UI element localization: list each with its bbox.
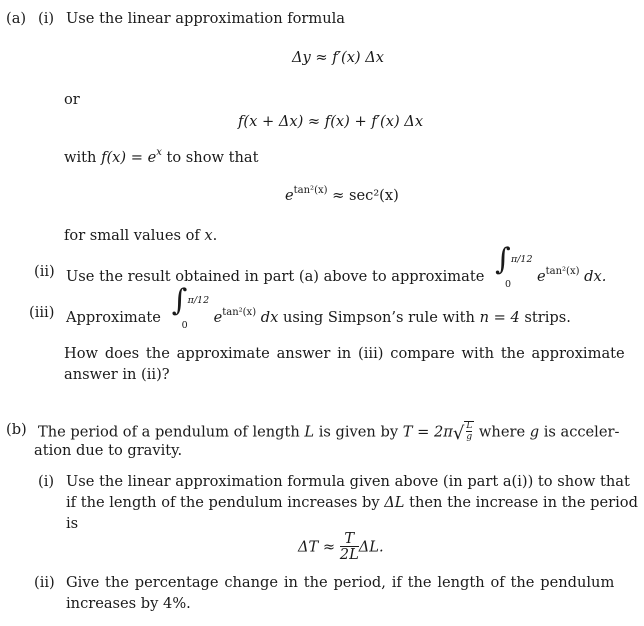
part-a-iii-after: using Simpson’s rule with (278, 309, 480, 326)
integral-ii-upper: π/12 (510, 254, 533, 265)
part-b-label: (b) (6, 421, 27, 438)
part-b-i-label: (i) (38, 473, 55, 490)
part-a-label: (a) (6, 10, 27, 27)
with-prefix: with (64, 149, 102, 166)
part-a-ii-line (66, 242, 607, 290)
integrand-ii-base: e (536, 268, 546, 285)
integral-ii-lower: 0 (504, 279, 512, 290)
sqrt-fraction (466, 421, 472, 442)
part-b-ii-label: (ii) (34, 574, 55, 591)
dT-frac-rest: ΔL. (358, 538, 384, 556)
part-b-intro-after: is acceler- (539, 423, 620, 441)
result-formula (285, 187, 399, 207)
sqrt-den: g (466, 432, 473, 442)
small-values-var: x (204, 227, 213, 244)
or-text: or (64, 91, 80, 108)
part-b-i-line3: is (66, 515, 79, 532)
integrand-iii-base: e (213, 309, 223, 326)
result-rest: ≈ sec²(x) (327, 187, 399, 204)
part-a-iii-strips: strips. (519, 309, 571, 326)
part-b-intro-where: where (474, 423, 530, 441)
with-func-sup: x (156, 147, 162, 158)
part-a-iii-line (66, 283, 571, 331)
formula-delta-y: Δy ≈ f′(x) Δx (292, 49, 385, 66)
part-b-ii-line2: increases by 4%. (66, 595, 191, 612)
dT-frac-den: 2L (339, 546, 359, 563)
dT-fraction (340, 531, 359, 562)
part-b-ii-line1: Give the percentage change in the period, if the length of the pendulum (66, 574, 615, 591)
dT-frac-num: T (344, 530, 355, 547)
sqrt-body (464, 421, 474, 443)
part-b-i-line2 (66, 494, 638, 512)
dT-formula (298, 532, 384, 563)
integral-ii (489, 242, 533, 290)
result-base: e (285, 187, 294, 204)
integral-sign-icon: ∫ (494, 242, 511, 277)
integral-sign-icon: ∫ (171, 283, 188, 318)
result-sup: tan²(x) (293, 185, 328, 196)
part-b-i-line1: Use the linear approximation formula given above (in part a(i)) to show that (66, 473, 630, 490)
integral-iii-upper: π/12 (187, 295, 210, 306)
part-a-iii-before: Approximate (66, 309, 161, 326)
part-b-intro (38, 421, 619, 443)
part-b-i-line2-before: if the length of the pendulum increases by (66, 494, 385, 511)
with-func: f(x) = e (101, 149, 157, 166)
integrand-iii-dx: dx (256, 309, 279, 326)
part-a-ii-text: Use the result obtained in part (a) above to approximate (66, 268, 485, 285)
question-line-1: How does the approximate answer in (iii) compare with the approximate (64, 345, 625, 362)
sqrt-icon: √ (452, 422, 465, 444)
part-a-ii-label: (ii) (34, 263, 55, 280)
dT-lhs: ΔT ≈ (298, 538, 340, 556)
part-b-i-line2-after: then the increase in the period (404, 494, 638, 511)
small-values-end: . (212, 227, 218, 244)
part-a-iii-n: n = 4 (479, 309, 520, 326)
part-a-i-label: (i) (38, 10, 55, 27)
integral-iii (166, 283, 210, 331)
part-b-L: L (304, 423, 315, 441)
part-b-g: g (529, 423, 540, 441)
formula-linear-approx: f(x + Δx) ≈ f(x) + f′(x) Δx (238, 113, 424, 130)
sqrt-num: L (466, 421, 473, 431)
part-b-T-eq: T = 2π (402, 423, 453, 441)
with-suffix: to show that (161, 149, 259, 166)
part-a-iii-label: (iii) (29, 304, 55, 321)
part-a-i-intro: Use the linear approximation formula (66, 10, 345, 27)
integral-iii-lower: 0 (181, 320, 188, 331)
question-line-2: answer in (ii)? (64, 366, 170, 383)
with-function-line (64, 149, 258, 169)
integrand-ii-sup: tan²(x) (545, 266, 580, 277)
integrand-ii-dx: dx. (579, 268, 607, 285)
part-b-i-dL: ΔL (384, 494, 405, 511)
small-values-line (64, 227, 217, 245)
part-b-intro-mid: is given by (314, 423, 403, 441)
part-b-intro-before: The period of a pendulum of length (38, 423, 305, 441)
small-values-text: for small values of (64, 227, 205, 244)
part-b-intro-line2: ation due to gravity. (34, 442, 183, 459)
integrand-iii-sup: tan²(x) (222, 307, 257, 318)
